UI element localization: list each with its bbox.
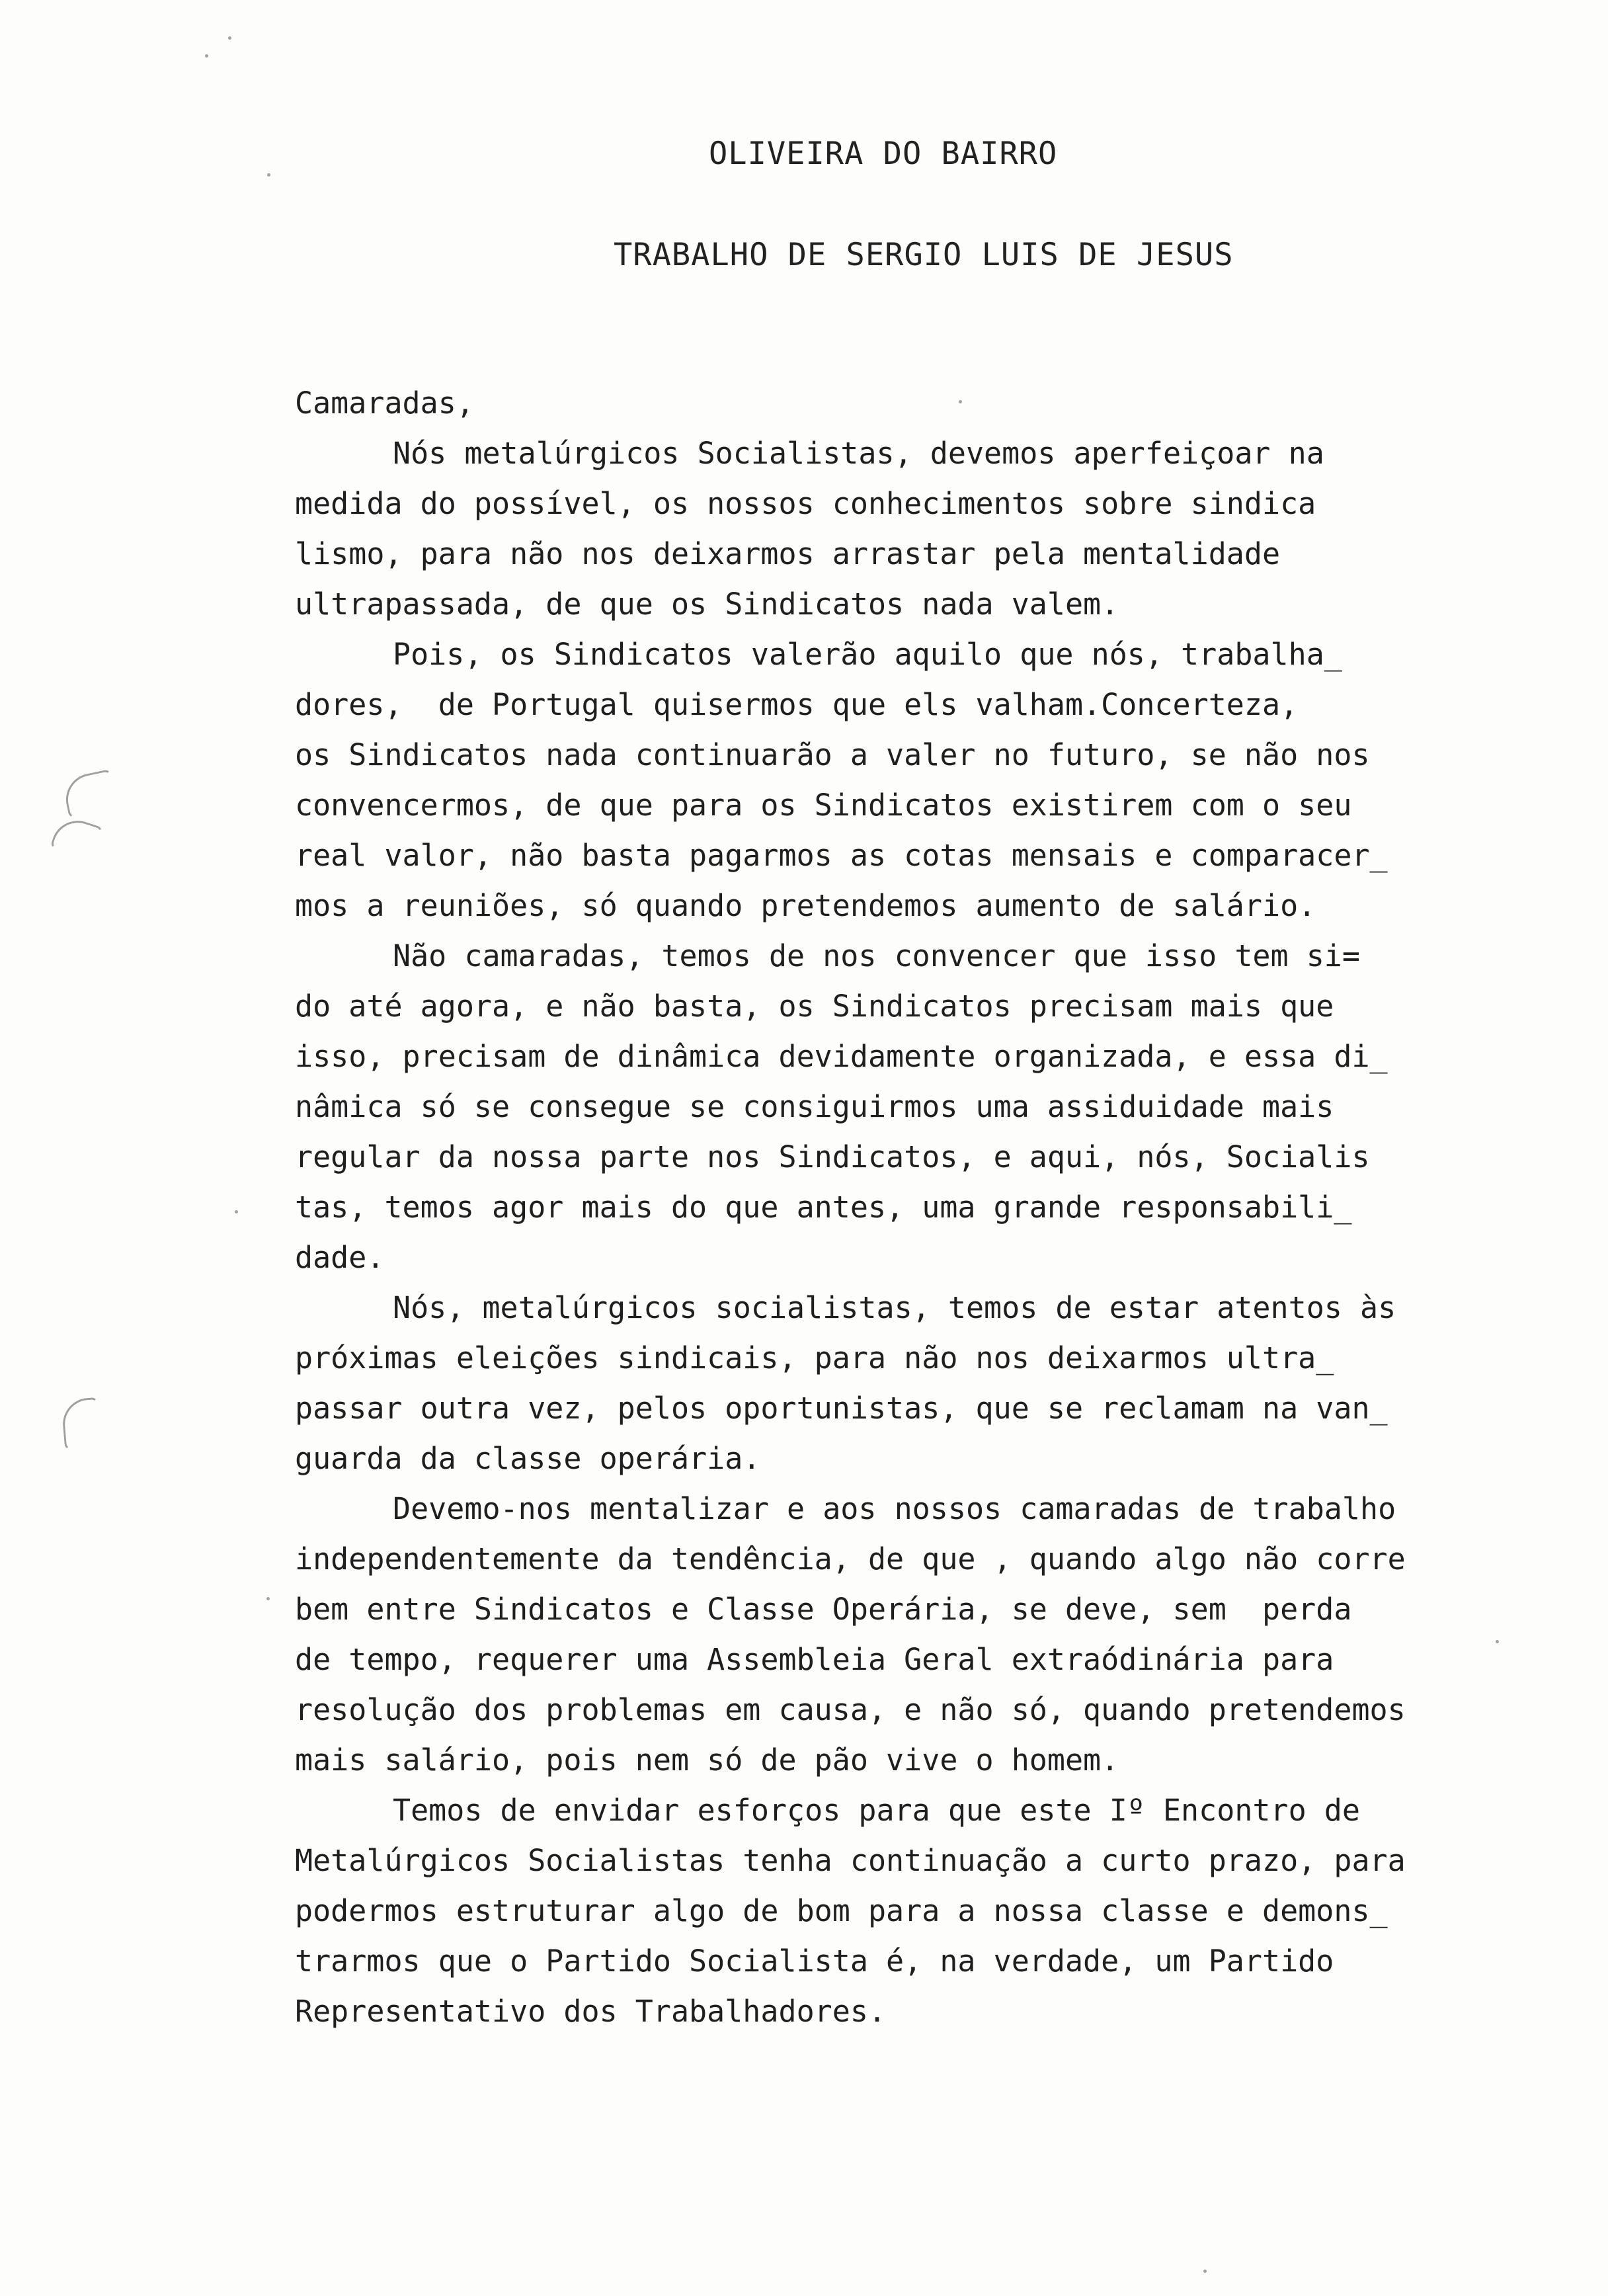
paragraph-line: de tempo, requerer uma Assembleia Geral extraódinária para xyxy=(295,1642,1334,1677)
paper-speck xyxy=(205,54,208,58)
paragraph-line: dores, de Portugal quisermos que els valham.Concerteza, xyxy=(295,687,1299,722)
paragraph-line: trarmos que o Partido Socialista é, na verdade, um Partido xyxy=(295,1944,1334,1979)
paragraph-line: os Sindicatos nada continuarão a valer no futuro, se não nos xyxy=(295,737,1370,772)
paragraph-line: Devemo-nos mentalizar e aos nossos camaradas de trabalho xyxy=(393,1491,1396,1526)
paragraph-line: Metalúrgicos Socialistas tenha continuação a curto prazo, para xyxy=(295,1843,1406,1878)
paper-speck xyxy=(267,173,270,177)
paragraph-line: convencermos, de que para os Sindicatos existirem com o seu xyxy=(295,788,1352,823)
handwritten-margin-mark xyxy=(61,1397,102,1451)
paper-speck xyxy=(1203,2270,1207,2273)
paragraph-line: mais salário, pois nem só de pão vive o homem. xyxy=(295,1742,1119,1778)
paragraph-line: nâmica só se consegue se consiguirmos uma assiduidade mais xyxy=(295,1089,1334,1124)
paragraph-line: tas, temos agor mais do que antes, uma grande responsabili_ xyxy=(295,1190,1352,1225)
paragraph-line: próximas eleições sindicais, para não nos deixarmos ultra_ xyxy=(295,1340,1334,1375)
paper-speck xyxy=(1496,1640,1499,1643)
paragraph-line: Representativo dos Trabalhadores. xyxy=(295,1994,887,2029)
paragraph-line: do até agora, e não basta, os Sindicatos precisam mais que xyxy=(295,989,1334,1024)
paragraph-line: lismo, para não nos deixarmos arrastar pela mentalidade xyxy=(295,536,1281,571)
paragraph-line: mos a reuniões, só quando pretendemos aumento de salário. xyxy=(295,888,1316,923)
paragraph-line: Não camaradas, temos de nos convencer que isso tem si= xyxy=(393,938,1360,973)
paragraph-line: medida do possível, os nossos conhecimentos sobre sindica xyxy=(295,486,1316,521)
paragraph-line: resolução dos problemas em causa, e não só, quando pretendemos xyxy=(295,1692,1406,1727)
paragraph-line: guarda da classe operária. xyxy=(295,1441,761,1476)
paragraph-line: bem entre Sindicatos e Classe Operária, se deve, sem perda xyxy=(295,1592,1352,1627)
handwritten-margin-mark xyxy=(50,814,103,862)
paragraph-line: ultrapassada, de que os Sindicatos nada valem. xyxy=(295,587,1119,622)
salutation-line: Camaradas, xyxy=(295,386,474,421)
paper-speck xyxy=(266,1597,270,1600)
document-subtitle: TRABALHO DE SERGIO LUIS DE JESUS xyxy=(614,237,1234,273)
paragraph-line: isso, precisam de dinâmica devidamente organizada, e essa di_ xyxy=(295,1039,1388,1074)
letter-body xyxy=(295,378,1551,2037)
paper-speck xyxy=(235,1210,238,1213)
paragraph-line: Nós, metalúrgicos socialistas, temos de estar atentos às xyxy=(393,1290,1396,1325)
handwritten-margin-mark xyxy=(61,769,118,819)
paragraph-line: Pois, os Sindicatos valerão aquilo que nós, trabalha_ xyxy=(393,637,1342,672)
paragraph-line: Temos de envidar esforços para que este Iº Encontro de xyxy=(393,1793,1360,1828)
paragraph-line: independentemente da tendência, de que , quando algo não corre xyxy=(295,1541,1406,1577)
paragraph-line: podermos estruturar algo de bom para a nossa classe e demons_ xyxy=(295,1893,1388,1928)
paper-speck xyxy=(228,36,231,40)
paragraph-line: regular da nossa parte nos Sindicatos, e aqui, nós, Socialis xyxy=(295,1139,1370,1174)
document-title: OLIVEIRA DO BAIRRO xyxy=(709,136,1058,172)
paragraph-line: real valor, não basta pagarmos as cotas mensais e comparacer_ xyxy=(295,838,1388,873)
paper-speck xyxy=(959,400,962,403)
paragraph-line: Nós metalúrgicos Socialistas, devemos aperfeiçoar na xyxy=(393,436,1324,471)
paragraph-line: passar outra vez, pelos oportunistas, que se reclamam na van_ xyxy=(295,1391,1388,1426)
paragraph-line: dade. xyxy=(295,1240,385,1275)
